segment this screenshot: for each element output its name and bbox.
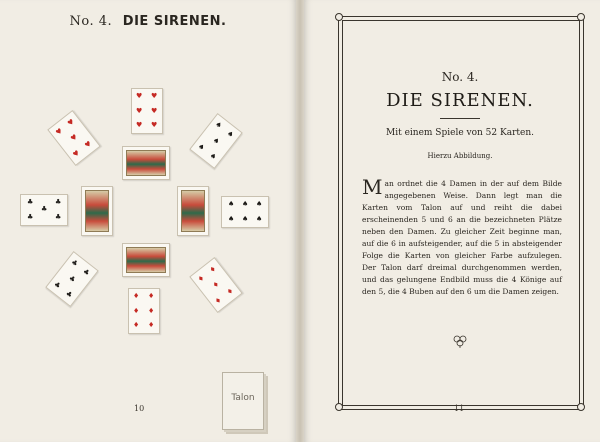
card-queen-left: [81, 186, 113, 236]
clover-ornament-icon: [452, 334, 468, 348]
right-note: Hierzu Abbildung.: [427, 152, 493, 160]
right-subtitle: Mit einem Spiele von 52 Karten.: [386, 128, 534, 138]
card-queen-top: [122, 146, 170, 180]
card-six-of-spades: ♠ ♠ ♠ ♠ ♠ ♠: [221, 196, 269, 228]
card-five-of-spades: ♠ ♠ ♠ ♠ ♠: [189, 113, 243, 169]
title-rule: [440, 118, 480, 119]
talon-stack: [222, 372, 264, 430]
right-heading-title: DIE SIRENEN.: [386, 90, 534, 111]
left-page-heading: [0, 14, 296, 29]
frame-corner-ornament: [335, 403, 343, 411]
card-queen-right: [177, 186, 209, 236]
card-queen-bottom: [122, 243, 170, 277]
talon-label: Talon: [231, 393, 255, 403]
frame-corner-ornament: [335, 13, 343, 21]
right-heading-number: No. 4.: [441, 70, 479, 84]
card-six-of-hearts: ♥ ♥ ♥ ♥ ♥ ♥: [131, 88, 163, 134]
book-gutter: [296, 0, 304, 442]
left-page: [0, 0, 296, 442]
frame-corner-ornament: [577, 403, 585, 411]
frame-corner-ornament: [577, 13, 585, 21]
card-six-of-diamonds: ♦ ♦ ♦ ♦ ♦ ♦: [128, 288, 160, 334]
card-five-of-clubs-rotated: ♣ ♣ ♣ ♣ ♣: [45, 251, 99, 307]
left-heading-number: No. 4.: [69, 14, 113, 29]
card-five-of-hearts: ♥ ♥ ♥ ♥ ♥: [47, 110, 101, 166]
rules-text: an ordnet die 4 Damen in der auf dem Bilde angegebenen Weise. Dann legt man die Karten vom Talon auf und reiht die dabei erscheinenden 5 und 6 an die bezeichneten Plätze neben den Damen. Zu gleicher Zeit beginne man, auf die 6 in aufsteigender, auf die 5 in absteigender Folge die Karten von gleicher Farbe aufzulegen. Der Talon darf dreimal durchgenommen werden, und das gelungene Endbild muss die 4 Könige auf den 5, die 4 Buben auf den 6 um die Damen zeigen.: [362, 179, 562, 296]
left-heading-title: DIE SIRENEN.: [122, 14, 227, 29]
card-five-of-diamonds: ♦ ♦ ♦ ♦ ♦: [189, 257, 243, 313]
right-page-number: 11: [454, 404, 465, 413]
card-five-of-clubs: ♣ ♣ ♣ ♣ ♣: [20, 194, 68, 226]
left-page-number: 10: [134, 404, 145, 413]
drop-cap: M: [362, 175, 383, 199]
rules-paragraph: [362, 175, 562, 298]
